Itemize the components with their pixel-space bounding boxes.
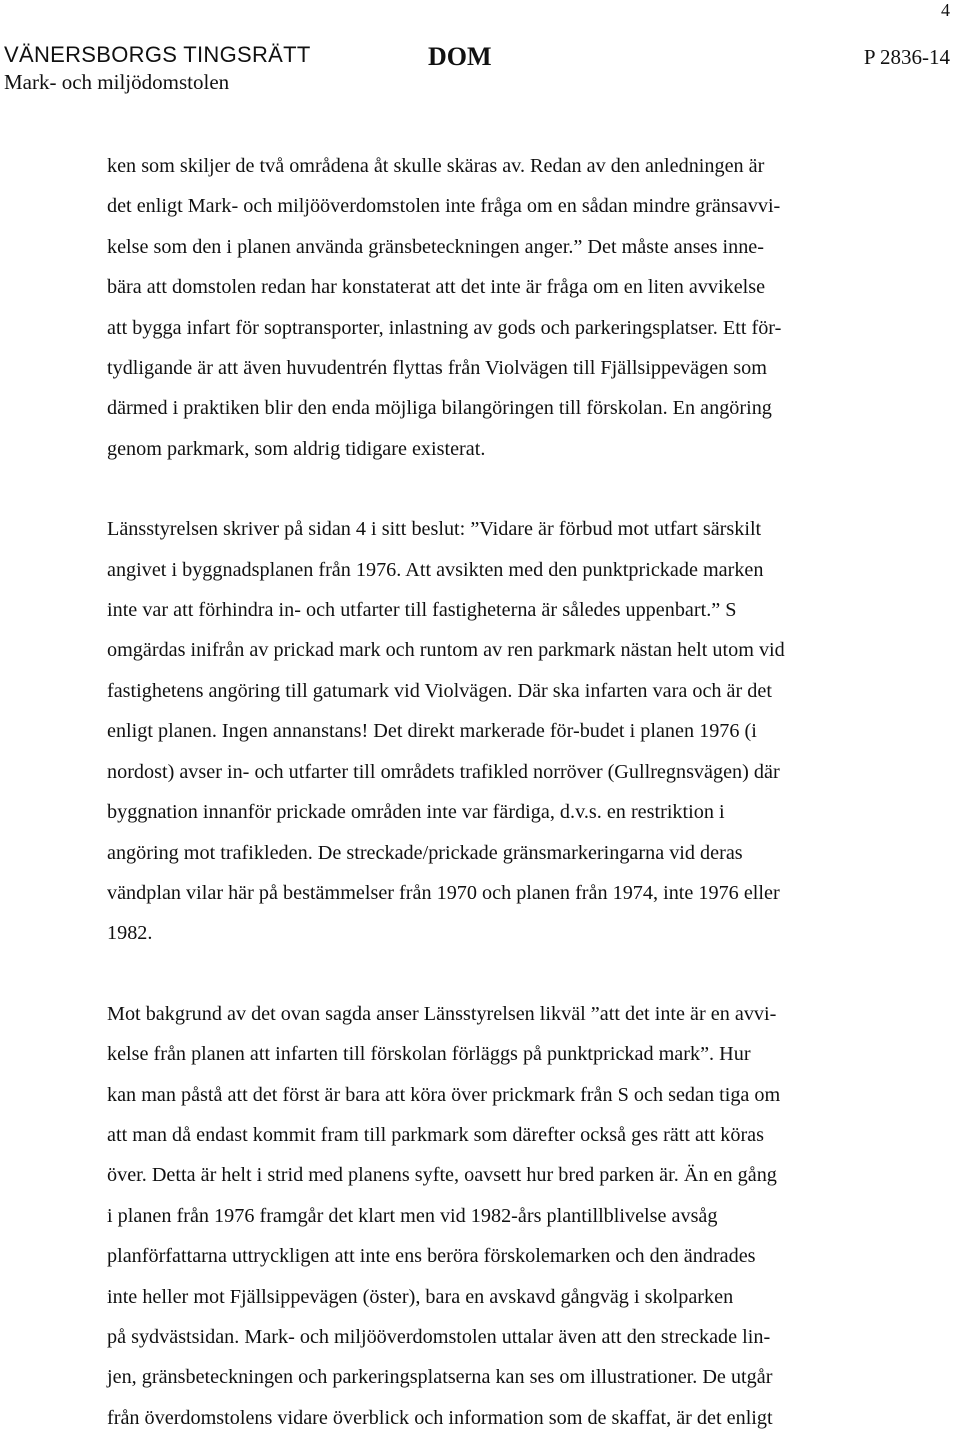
document-body — [107, 146, 897, 1438]
text-line: därmed i praktiken blir den enda möjliga bilangöringen till förskolan. En angöring — [107, 397, 772, 420]
text-line: det enligt Mark- och miljööverdomstolen inte fråga om en sådan mindre gränsavvi- — [107, 195, 781, 218]
paragraph — [107, 146, 897, 469]
text-line: nordost) avser in- och utfarter till områdets trafikled norröver (Gullregnsvägen) där — [107, 760, 780, 783]
text-line: Länsstyrelsen skriver på sidan 4 i sitt beslut: ”Vidare är förbud mot utfart särskilt — [107, 518, 762, 541]
text-line: inte var att förhindra in- och utfarter till fastigheterna är således uppenbart.” S — [107, 599, 737, 622]
text-line: på sydvästsidan. Mark- och miljööverdomstolen uttalar även att den streckade lin- — [107, 1325, 771, 1348]
paragraph — [107, 509, 897, 953]
text-line: vändplan vilar här på bestämmelser från 1970 och planen från 1974, inte 1976 eller — [107, 881, 780, 904]
text-line: kelse från planen att infarten till förskolan förläggs på punktprickad mark”. Hur — [107, 1043, 751, 1066]
text-line: 1982. — [107, 922, 153, 945]
text-line: att bygga infart för soptransporter, inlastning av gods och parkeringsplatser. Ett för- — [107, 316, 782, 339]
text-line: enligt planen. Ingen annanstans! Det direkt markerade för-budet i planen 1976 (i — [107, 720, 757, 743]
document-type: DOM — [428, 42, 492, 71]
text-line: Mot bakgrund av det ovan sagda anser Länsstyrelsen likväl ”att det inte är en avvi- — [107, 1002, 777, 1025]
text-line: byggnation innanför prickade områden inte var färdiga, d.v.s. en restriktion i — [107, 801, 725, 824]
text-line: angöring mot trafikleden. De streckade/prickade gränsmarkeringarna vid deras — [107, 841, 743, 864]
text-line: jen, gränsbeteckningen och parkeringsplatserna kan ses om illustrationer. De utgår — [107, 1366, 773, 1389]
text-line: från överdomstolens vidare överblick och information som de skaffat, är det enligt — [107, 1406, 773, 1429]
text-line: tydligande är att även huvudentrén flyttas från Violvägen till Fjällsippevägen som — [107, 357, 767, 380]
text-line: kan man påstå att det först är bara att köra över prickmark från S och sedan tiga om — [107, 1083, 781, 1106]
text-line: genom parkmark, som aldrig tidigare existerat. — [107, 437, 486, 460]
case-number: P 2836-14 — [863, 45, 950, 69]
text-line: omgärdas inifrån av prickad mark och runtom av ren parkmark nästan helt utom vid — [107, 639, 785, 662]
text-line: ken som skiljer de två områdena åt skulle skäras av. Redan av den anledningen är — [107, 155, 765, 177]
text-line: fastighetens angöring till gatumark vid Violvägen. Där ska infarten vara och är det — [107, 679, 772, 702]
text-line: planförfattarna uttryckligen att inte ens beröra förskolemarken och den ändrades — [107, 1245, 756, 1268]
text-line: bära att domstolen redan har konstaterat att det inte är fråga om en liten avvikelse — [107, 276, 766, 299]
court-division: Mark- och miljödomstolen — [4, 70, 230, 94]
text-line: att man då endast kommit fram till parkmark som därefter också ges rätt att köras — [107, 1123, 765, 1146]
text-line: i planen från 1976 framgår det klart men vid 1982-års plantillblivelse avsåg — [107, 1204, 718, 1227]
court-name: VÄNERSBORGS TINGSRÄTT — [4, 42, 311, 67]
text-line: angivet i byggnadsplanen från 1976. Att avsikten med den punktprickade marken — [107, 558, 764, 581]
text-line: inte heller mot Fjällsippevägen (öster), bara en avskavd gångväg i skolparken — [107, 1285, 734, 1308]
text-line: över. Detta är helt i strid med planens syfte, oavsett hur bred parken är. Än en gång — [107, 1164, 777, 1187]
page-number: 4 — [941, 0, 950, 20]
document-header — [4, 42, 950, 102]
text-line: kelse som den i planen använda gränsbeteckningen anger.” Det måste anses inne- — [107, 235, 764, 258]
paragraph — [107, 994, 897, 1438]
